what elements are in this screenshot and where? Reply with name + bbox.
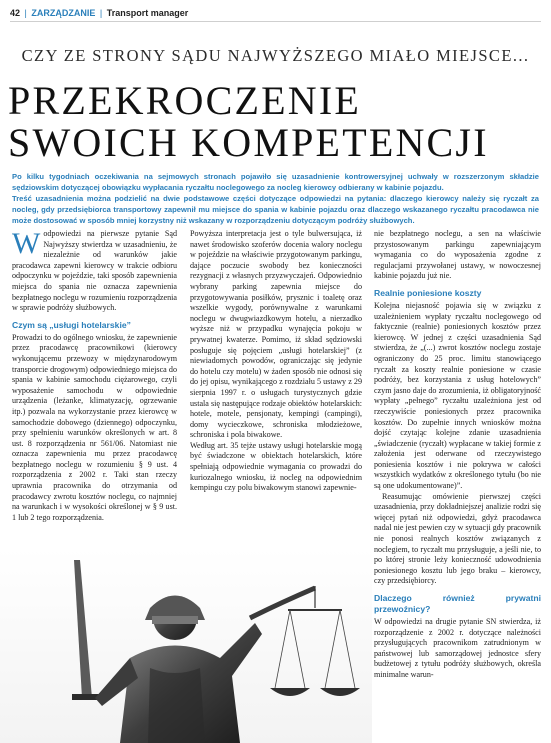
page-header: [10, 6, 541, 20]
column-1: [12, 229, 177, 523]
lead-paragraph: [12, 171, 539, 226]
magazine-name: Transport manager: [106, 8, 189, 18]
header-separator: |: [24, 8, 27, 18]
body-paragraph: Powyższa interpretacja jest o tyle bulwersująca, iż nawet środowisko szoferów docenia walory noclegu w pojeździe na właściwie przygotowanym parkingu, dające poczucie swobody bez konieczności rezygnacji z własnych przyzwyczajeń. Odpowiednio wybrany parking zapewnia miejsce do przygotowywania posiłków, prysznic i toaletę oraz wszelkie wygody, porównywalne z warunkami noclegu w dwugwiazdkowym hotelu, a nierzadko wyższe niż w przypadku wynajęcia pokoju w prywatnej kwaterze. Pomimo, iż skład sędziowski posługuje się pojęciem „usługi hotelarskiej” (z niewiadomych powodów, ograniczając się jedynie do hotelu czy motelu) w żaden sposób nie odnosi się do jej opisu, wynikającego z rozdziału 5 ustawy z 29 sierpnia 1997 r. o usługach turystycznych gdzie ustala się następujące rodzaje obiektów hotelarskich: hotele, motele, pensjonaty, kempingi (campingi), domy wycieczkowe, schroniska młodzieżowe, schroniska i pola biwakowe.: [190, 229, 362, 440]
column-2: [190, 229, 362, 494]
body-paragraph: nie bezpłatnego noclegu, a sen na właściwie przystosowanym parkingu zapewniającym wymagania co do wyposażenia zgodne z regulacjami przywołanej ustawy, w nowoczesnej kabinie pojazdu już nie.: [374, 229, 541, 281]
kicker: CZY ZE STRONY SĄDU NAJWYŻSZEGO MIAŁO MIEJSCE...: [21, 46, 530, 65]
header-rule: [10, 21, 541, 22]
body-paragraph: Reasumując omówienie pierwszej części uzasadnienia, przy dokładniejszej analizie rodzi się więcej pytań niż odpowiedzi, gdyż pracodawca nadal nie jest pewien czy w sytuacji gdy pracownik nie ponosi realnych kosztów związanych z noclegiem, to ryczałt mu przysługuje, a jeśli nie, to po której stronie leży konieczność udowodnienia poniesionego kosztu lub jego braku – kierowcy, czy przedsiębiorcy.: [374, 491, 541, 586]
column-3: [374, 229, 541, 681]
title-line-2: SWOICH KOMPETENCJI: [8, 120, 489, 165]
body-paragraph: [12, 229, 177, 314]
sword-hilt: [72, 694, 100, 700]
body-paragraph: Według art. 35 tejże ustawy usługi hotelarskie mogą być świadczone w obiektach hotelarskich, które spełniają odpowiednie wymagania co prowadzi do kuriozalnego wniosku, iż nocleg na odpowiednim kempingu czy polu biwakowym stanowi zapewnie-: [190, 440, 362, 493]
lady-justice-image: [0, 548, 372, 743]
subheading: Realnie poniesione koszty: [374, 287, 482, 298]
lead-text-2: Treść uzasadnienia można podzielić na dwie podstawowe części dotyczące odpowiedzi na pytania: dlaczego kierowcy należy się ryczałt za nocleg, gdy przedsiębiorca transportowy zapewnił mu miejsce do spania w kabinie pojazdu oraz dlaczego wskazanego ryczałtu pracodawca nie może dostosować w sposób mniej korzystny niż wskazany w rozporządzeniu dotyczącym podróży służbowych.: [12, 194, 539, 225]
body-text: odpowiedzi na pierwsze pytanie Sąd Najwyższy stwierdza w uzasadnieniu, że niezależnie od warunków jakie pracodawca zapewni kierowcy w trakcie odbioru odpoczynku w pojeździe, taki sposób zapewnienia miejsca do spania nie oznacza zapewnienia bezpłatnego noclegu w rozumieniu rozporządzenia w sprawie podróży służbowych.: [12, 229, 177, 313]
lead-text-1: Po kilku tygodniach oczekiwania na sejmowych stronach pojawiło się uzasadnienie kontrowersyjnej uchwały w rozszerzonym składzie sędziowskim dotyczącej obowiązku wypłacania ryczałtu noclegowego za nocleg kierowcy odbierany w kabinie pojazdu.: [12, 172, 539, 192]
subheading: Dlaczego również prywatni przewoźnicy?: [374, 593, 541, 614]
header-separator: |: [99, 8, 103, 18]
body-paragraph: Kolejna niejasność pojawia się w związku z uzależnieniem wypłaty ryczałtu noclegowego od faktycznie (realnie) poniesionych kosztów przez kierowcę. W jednej z części uzasadnienia Sąd stwierdza, że „(...) zwrot kosztów noclegu zostaje ograniczony do 25 proc. limitu stanowiącego ryczałt za koszty realnie poniesione w czasie podróży, bez korzystania z usług hotelowych” czym jasno daje do zrozumienia, iż obligatoryjność wypłaty „pełnego” ryczałtu uzależniona jest od rzeczywiście poniesionych przez pracownika kosztów. Do zupełnie innych wniosków można dojść czytając kolejne zdanie uzasadnienia „świadczenie (ryczałt) wypłacane w takiej formie z założenia jest oderwane od rzeczywistego poniesienia kosztów i nie pokrywa w całości wszystkich wydatków z określonego tytułu (bo nie są one udokumentowane)”.: [374, 300, 541, 491]
title-line-1: PRZEKROCZENIE: [8, 78, 362, 123]
body-paragraph: W odpowiedzi na drugie pytanie SN stwierdza, iż rozporządzenie z 2002 r. dotyczące należności przysługujących pracownikom zatrudnionym w państwowej lub samorządowej jednostce sfery budżetowej z tytułu podróży służbowych, określa minimalne warun-: [374, 617, 541, 679]
drop-cap: W: [12, 227, 41, 260]
blindfold: [152, 616, 198, 624]
page-number: 42: [10, 8, 21, 18]
subheading: Czym są „usługi hotelarskie”: [12, 319, 131, 330]
section-name: ZARZĄDZANIE: [31, 8, 96, 18]
body-paragraph: Prowadzi to do ogólnego wniosku, że zapewnienie przez pracodawcę pracownikowi (kierowcy wykonującemu przewozy w międzynarodowym transporcie drogowym) odpowiedniego miejsca do spania w kabinie samochodu ciężarowego, czyli wyposażenie samochodu w odpowiednie urządzenia (leżanke, klimatyzację, ogrzewanie itp.) pozwala na wykorzystanie przez kierowcę w samochodzie dobowego (dziennego) odpoczynku, przy spełnieniu warunków określonych w art. 8 ust. 8 rozporządzenia nr 561/06. Natomiast nie oznacza zapewnienia mu przez pracodawcę bezpłatnego noclegu w rozumieniu § 9 ust. 4 rozporządzenia z 2002 r. Taki stan rzeczy uprawnia pracownika do otrzymania od pracodawcy zwrotu kosztów noclegu, co najmniej na warunkach i w wysokości określonej w § 9 ust. 1 lub 2 tego rozporządzenia.: [12, 332, 177, 522]
article-title: [8, 80, 543, 164]
